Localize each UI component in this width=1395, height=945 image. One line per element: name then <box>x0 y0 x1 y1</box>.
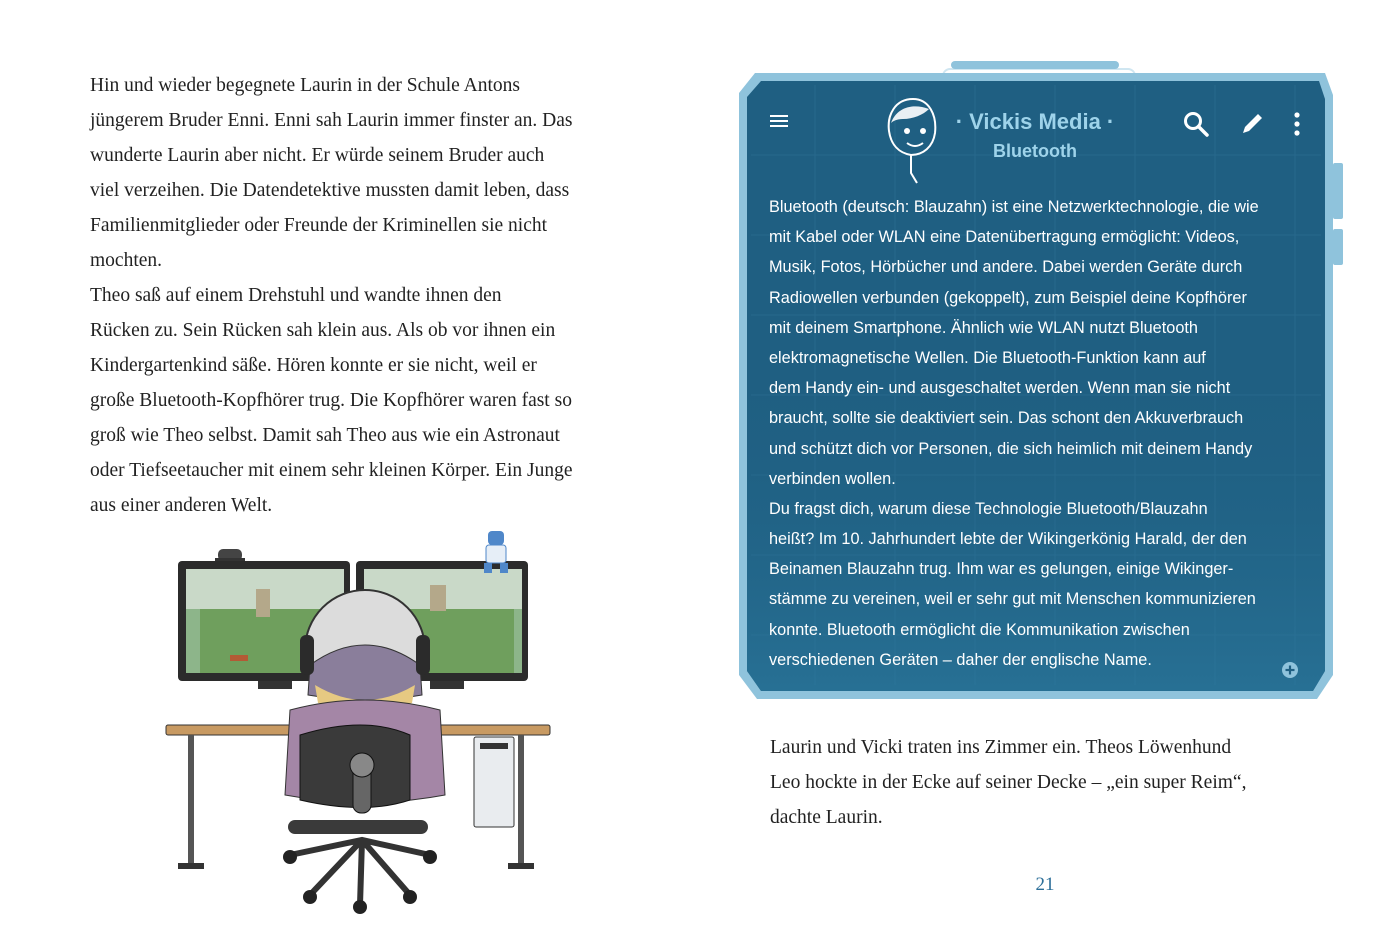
text-line: oder Tiefseetaucher mit einem sehr kleinen Körper. Ein Junge <box>90 460 573 481</box>
card-body <box>769 192 1329 675</box>
vicki-avatar-icon <box>883 93 943 185</box>
right-paragraph <box>770 730 1330 835</box>
card-text-line: und schützt dich vor Personen, die sich heimlich mit deinem Handy <box>769 439 1253 458</box>
card-text-line: heißt? Im 10. Jahrhundert lebte der Wikingerkönig Harald, der den <box>769 530 1247 549</box>
page-number: 21 <box>1035 874 1055 895</box>
card-title: · Vickis Media · <box>955 109 1115 134</box>
card-text-line: verbinden wollen. <box>769 469 896 488</box>
card-text-line: Bluetooth (deutsch: Blauzahn) ist eine Netzwerktechnologie, die wie <box>769 198 1259 216</box>
card-text-line: mit deinem Smartphone. Ähnlich wie WLAN nutzt Bluetooth <box>769 318 1198 337</box>
text-line: Laurin und Vicki traten ins Zimmer ein. Theos Löwenhund <box>770 737 1232 758</box>
card-text-line: mit Kabel oder WLAN eine Datenübertragung ermöglicht: Videos, <box>769 228 1240 247</box>
card-header <box>735 55 1345 185</box>
edit-icon[interactable] <box>1239 111 1265 137</box>
text-line: große Bluetooth-Kopfhörer trug. Die Kopfhörer waren fast so <box>90 390 572 411</box>
text-line: Familienmitglieder oder Freunde der Kriminellen sie nicht <box>90 215 548 236</box>
card-text-line: elektromagnetische Wellen. Die Bluetooth-Funktion kann auf <box>769 348 1206 367</box>
card-text-line: braucht, sollte sie deaktiviert sein. Das schont den Akkuverbrauch <box>769 409 1244 428</box>
more-icon[interactable] <box>1290 111 1304 137</box>
menu-icon[interactable] <box>770 115 788 129</box>
text-line: jüngerem Bruder Enni. Enni sah Laurin immer finster an. Das <box>90 110 573 131</box>
text-line: Rücken zu. Sein Rücken sah klein aus. Als ob vor ihnen ein <box>90 320 556 341</box>
text-line: Leo hockte in der Ecke auf seiner Decke – „ein super Reim“, <box>770 772 1247 793</box>
card-text-line: Beinamen Blauzahn trug. Ihm war es gelungen, einige Wikinger- <box>769 560 1234 579</box>
card-text-line: konnte. Bluetooth ermöglicht die Kommunikation zwischen <box>769 620 1190 639</box>
text-line: viel verzeihen. Die Datendetektive mussten damit leben, dass <box>90 180 570 201</box>
text-line: Theo saß auf einem Drehstuhl und wandte ihnen den <box>90 285 502 306</box>
text-line: Hin und wieder begegnete Laurin in der Schule Antons <box>90 75 520 96</box>
card-subtitle: Bluetooth <box>993 141 1077 161</box>
text-line: wunderte Laurin aber nicht. Er würde seinem Bruder auch <box>90 145 545 166</box>
text-line: mochten. <box>90 250 163 271</box>
text-line: Kindergartenkind säße. Hören konnte er sie nicht, weil er <box>90 355 537 376</box>
plus-icon[interactable] <box>1281 661 1299 679</box>
card-text-line: Musik, Fotos, Hörbücher und andere. Dabei werden Geräte durch <box>769 258 1243 277</box>
vickis-media-card <box>735 55 1345 705</box>
gamer-illustration <box>160 525 560 920</box>
card-text-line: verschiedenen Geräten – daher der englische Name. <box>769 650 1152 669</box>
search-icon[interactable] <box>1183 111 1209 137</box>
card-text-line: dem Handy ein- und ausgeschaltet werden. Wenn man sie nicht <box>769 379 1231 398</box>
card-text-line: Radiowellen verbunden (gekoppelt), zum Beispiel deine Kopfhörer <box>769 288 1247 307</box>
card-text-line: stämme zu vereinen, weil er sehr gut mit Menschen kommunizieren <box>769 590 1256 609</box>
card-text-line: Du fragst dich, warum diese Technologie Bluetooth/Blauzahn <box>769 499 1208 518</box>
text-line: groß wie Theo selbst. Damit sah Theo aus wie ein Astronaut <box>90 425 560 446</box>
text-line: dachte Laurin. <box>770 807 883 828</box>
text-line: aus einer anderen Welt. <box>90 495 273 516</box>
left-paragraph <box>90 68 630 523</box>
